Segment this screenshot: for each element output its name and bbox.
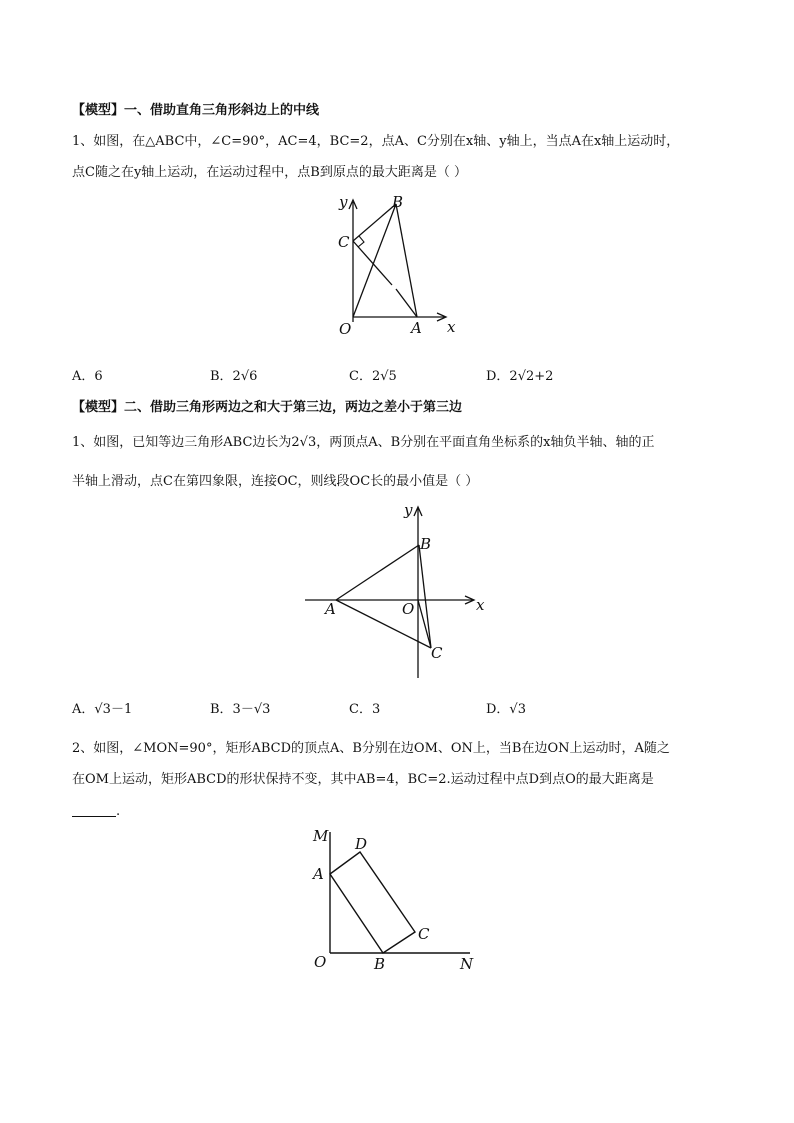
label-B: B: [374, 955, 386, 972]
s2-q2-answer-line: [72, 802, 120, 821]
label-A: A: [325, 600, 336, 618]
label-B: B: [420, 535, 432, 553]
segment-OB: [353, 204, 396, 317]
s1-q1-option-a[interactable]: A．6: [72, 369, 103, 384]
label-y: y: [404, 501, 413, 519]
label-D: D: [355, 835, 368, 853]
s2-q2-figure: [305, 822, 485, 972]
s2-q1-option-b[interactable]: B．3－√3: [210, 702, 271, 717]
s2-q1-option-d[interactable]: D．√3: [486, 702, 526, 717]
label-M: M: [313, 827, 329, 845]
s2-q1-option-a[interactable]: A．√3－1: [72, 702, 133, 717]
label-C: C: [338, 233, 350, 251]
segment-OC: [418, 600, 431, 648]
label-x: x: [447, 318, 456, 336]
segment-CA-upper: [353, 241, 392, 285]
s1-q1-option-b[interactable]: B．2√6: [210, 369, 258, 384]
s1-q1-line1: 1、如图，在△ABC中，∠C=90°，AC=4，BC=2，点A、C分别在x轴、y轴上，当点A在x轴上运动时，: [72, 134, 680, 149]
s2-q1-option-c[interactable]: C．3: [349, 702, 381, 717]
label-x: x: [476, 596, 485, 614]
label-N: N: [460, 955, 474, 972]
section2-heading: 【模型】二、借助三角形两边之和大于第三边，两边之差小于第三边: [72, 400, 463, 415]
label-C: C: [418, 925, 430, 943]
section1-heading: 【模型】一、借助直角三角形斜边上的中线: [72, 103, 320, 118]
label-C: C: [431, 644, 443, 662]
label-y: y: [339, 193, 348, 211]
s2-q2-line1: 2、如图，∠MON=90°，矩形ABCD的顶点A、B分别在边OM、ON上，当B在边ON上运动时，A随之: [72, 741, 670, 756]
label-O: O: [402, 600, 415, 618]
s1-q1-option-d[interactable]: D．2√2+2: [486, 369, 554, 384]
s1-q1-line2: 点C随之在y轴上运动，在运动过程中，点B到原点的最大距离是（ ）: [72, 165, 467, 180]
s2-q2-line2: 在OM上运动，矩形ABCD的形状保持不变，其中AB=4，BC=2.运动过程中点D到点O的最大距离是: [72, 772, 654, 787]
label-B: B: [392, 193, 404, 211]
answer-blank[interactable]: [72, 802, 116, 817]
segment-BA: [396, 204, 417, 317]
s1-q1-option-c[interactable]: C．2√5: [349, 369, 397, 384]
label-A: A: [411, 319, 422, 337]
label-A: A: [313, 865, 324, 883]
line3-suffix: .: [116, 804, 121, 819]
segment-AC: [336, 600, 431, 648]
s2-q1-line2: 半轴上滑动，点C在第四象限，连接OC，则线段OC长的最小值是（ ）: [72, 474, 479, 489]
segment-BC: [419, 545, 431, 648]
s1-q1-figure: [330, 192, 470, 352]
label-O: O: [314, 953, 327, 971]
s2-q1-line1: 1、如图，已知等边三角形ABC边长为2√3，两顶点A、B分别在平面直角坐标系的x轴负半轴、轴的正: [72, 435, 655, 450]
s2-q1-figure: [300, 500, 500, 685]
label-O: O: [339, 320, 352, 338]
right-angle-mark: [358, 236, 364, 247]
rectangle-ABCD: [330, 852, 415, 953]
segment-AB: [336, 545, 419, 600]
